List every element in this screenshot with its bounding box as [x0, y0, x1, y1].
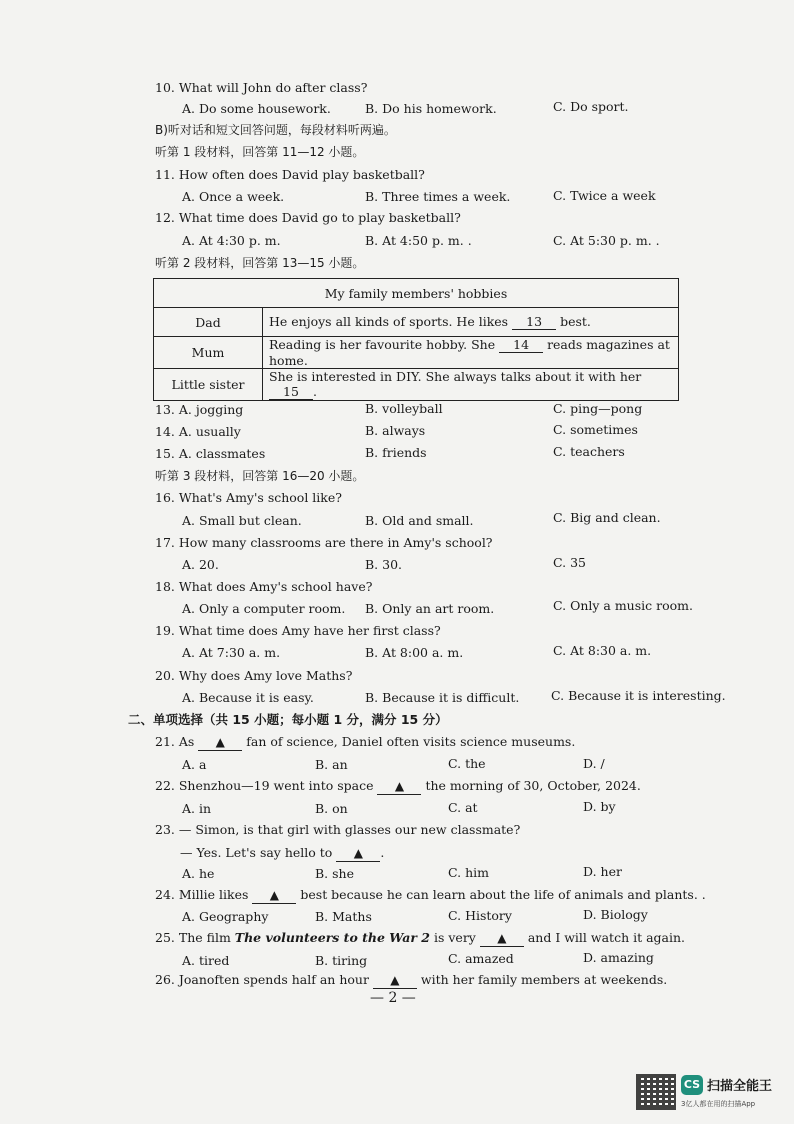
hobby-text: best.: [560, 314, 591, 329]
q25-option-d: D. amazing: [583, 950, 654, 965]
question-10-stem: 10. What will John do after class?: [155, 80, 368, 95]
table-row-member: Mum: [154, 337, 263, 369]
q18-option-b: B. Only an art room.: [365, 601, 495, 616]
q18-option-a: A. Only a computer room.: [182, 601, 346, 616]
stem-text: the morning of 30, October, 2024.: [425, 778, 641, 793]
question-18-stem: 18. What does Amy's school have?: [155, 579, 373, 594]
q21-option-b: B. an: [315, 757, 348, 772]
q16-option-a: A. Small but clean.: [182, 513, 302, 528]
part2-heading: 听第 2 段材料，回答第 13—15 小题。: [155, 256, 365, 270]
q25-option-c: C. amazed: [448, 951, 514, 966]
film-title: The volunteers to the War 2: [234, 930, 430, 945]
answer-blank: ▲: [198, 734, 242, 751]
camscanner-tagline: 3亿人都在用的扫描App: [681, 1100, 756, 1108]
q16-option-b: B. Old and small.: [365, 513, 474, 528]
stem-text: is very: [433, 930, 476, 945]
hobbies-table: [153, 278, 679, 401]
q22-option-a: A. in: [182, 801, 212, 816]
q24-option-a: A. Geography: [182, 909, 269, 924]
q13-option-c: C. ping—pong: [553, 401, 643, 416]
answer-blank: 15: [269, 384, 313, 400]
hobby-text: reads magazines at home.: [269, 337, 670, 368]
table-header-row: [154, 279, 679, 308]
q17-option-b: B. 30.: [365, 557, 403, 572]
q15-option-c: C. teachers: [553, 444, 625, 459]
stem-text: 25. The film: [155, 930, 231, 945]
q12-option-a: A. At 4:30 p. m.: [182, 233, 281, 248]
question-25-stem: [155, 930, 685, 947]
q14-option-b: B. always: [365, 423, 426, 438]
stem-text: fan of science, Daniel often visits science museums.: [246, 734, 576, 749]
question-24-stem: [155, 887, 706, 904]
q13-option-a: 13. A. jogging: [155, 402, 244, 417]
stem-text: 26. Joanoften spends half an hour: [155, 972, 369, 987]
hobby-text: .: [313, 384, 317, 399]
table-row-hobby: [263, 308, 679, 337]
hobby-text: She is interested in DIY. She always talks about it with her: [269, 369, 642, 384]
q24-option-c: C. History: [448, 908, 512, 923]
q11-option-c: C. Twice a week: [553, 188, 656, 203]
stem-text: and I will watch it again.: [527, 930, 686, 945]
q24-option-d: D. Biology: [583, 907, 648, 922]
table-title: My family members' hobbies: [154, 279, 679, 308]
q13-option-b: B. volleyball: [365, 401, 443, 416]
q15-option-a: 15. A. classmates: [155, 446, 266, 461]
q21-option-a: A. a: [182, 757, 207, 772]
q14-option-a: 14. A. usually: [155, 424, 241, 439]
q11-option-a: A. Once a week.: [182, 189, 285, 204]
table-row-member: Little sister: [154, 369, 263, 401]
part-b-heading: B)听对话和短文回答问题，每段材料听两遍。: [155, 123, 396, 137]
question-12-stem: 12. What time does David go to play basketball?: [155, 210, 461, 225]
q10-option-a: A. Do some housework.: [182, 101, 331, 116]
stem-text: 21. As: [155, 734, 195, 749]
table-row: [154, 337, 679, 369]
q21-option-c: C. the: [448, 756, 486, 771]
question-21-stem: [155, 734, 575, 751]
q12-option-c: C. At 5:30 p. m. .: [553, 233, 660, 248]
question-17-stem: 17. How many classrooms are there in Amy's school?: [155, 535, 493, 550]
q18-option-c: C. Only a music room.: [553, 598, 693, 613]
q19-option-c: C. At 8:30 a. m.: [553, 643, 652, 658]
answer-blank: ▲: [336, 845, 380, 862]
stem-text: 22. Shenzhou—19 went into space: [155, 778, 374, 793]
answer-blank: ▲: [480, 930, 524, 947]
part1-heading: 听第 1 段材料，回答第 11—12 小题。: [155, 145, 365, 159]
part3-heading: 听第 3 段材料，回答第 16—20 小题。: [155, 469, 365, 483]
q12-option-b: B. At 4:50 p. m. .: [365, 233, 472, 248]
q22-option-d: D. by: [583, 799, 616, 814]
table-row-hobby: [263, 369, 679, 401]
table-row: [154, 369, 679, 401]
q17-option-c: C. 35: [553, 555, 586, 570]
q23-option-c: C. him: [448, 865, 489, 880]
camscanner-logo-icon: CS: [681, 1075, 703, 1095]
q17-option-a: A. 20.: [182, 557, 219, 572]
answer-blank: ▲: [373, 972, 417, 989]
question-26-stem: [155, 972, 667, 989]
question-11-stem: 11. How often does David play basketball?: [155, 167, 425, 182]
q23-option-b: B. she: [315, 866, 354, 881]
answer-blank: 13: [512, 314, 556, 330]
answer-blank: ▲: [252, 887, 296, 904]
q10-option-c: C. Do sport.: [553, 99, 629, 114]
table-row-member: Dad: [154, 308, 263, 337]
section2-heading: 二、单项选择（共 15 小题；每小题 1 分，满分 15 分）: [128, 712, 448, 727]
qr-code-icon: [636, 1074, 676, 1110]
q23-option-d: D. her: [583, 864, 622, 879]
q22-option-b: B. on: [315, 801, 348, 816]
stem-text: 24. Millie likes: [155, 887, 249, 902]
q20-option-a: A. Because it is easy.: [182, 690, 314, 705]
question-23-stem: 23. — Simon, is that girl with glasses our new classmate?: [155, 822, 521, 837]
table-row-hobby: [263, 337, 679, 369]
q11-option-b: B. Three times a week.: [365, 189, 511, 204]
stem-text: — Yes. Let's say hello to: [180, 845, 333, 860]
q10-option-b: B. Do his homework.: [365, 101, 497, 116]
page-number: — 2 —: [370, 990, 416, 1006]
q21-option-d: D. /: [583, 756, 605, 771]
q19-option-b: B. At 8:00 a. m.: [365, 645, 464, 660]
question-16-stem: 16. What's Amy's school like?: [155, 490, 342, 505]
q15-option-b: B. friends: [365, 445, 427, 460]
q19-option-a: A. At 7:30 a. m.: [182, 645, 281, 660]
stem-text: .: [380, 845, 385, 860]
hobby-text: Reading is her favourite hobby. She: [269, 337, 496, 352]
q25-option-b: B. tiring: [315, 953, 368, 968]
stem-text: best because he can learn about the life of animals and plants. .: [300, 887, 706, 902]
q24-option-b: B. Maths: [315, 909, 372, 924]
answer-blank: 14: [499, 337, 543, 353]
q23-option-a: A. he: [182, 866, 215, 881]
table-row: [154, 308, 679, 337]
q16-option-c: C. Big and clean.: [553, 510, 661, 525]
camscanner-name: 扫描全能王: [707, 1079, 773, 1094]
q14-option-c: C. sometimes: [553, 422, 638, 437]
question-19-stem: 19. What time does Amy have her first class?: [155, 623, 441, 638]
q25-option-a: A. tired: [182, 953, 230, 968]
question-22-stem: [155, 778, 641, 795]
answer-blank: ▲: [377, 778, 421, 795]
stem-text: with her family members at weekends.: [420, 972, 668, 987]
hobby-text: He enjoys all kinds of sports. He likes: [269, 314, 509, 329]
q20-option-b: B. Because it is difficult.: [365, 690, 520, 705]
q20-option-c: C. Because it is interesting.: [551, 688, 726, 703]
question-20-stem: 20. Why does Amy love Maths?: [155, 668, 353, 683]
q22-option-c: C. at: [448, 800, 478, 815]
question-23-reply: [180, 845, 384, 862]
